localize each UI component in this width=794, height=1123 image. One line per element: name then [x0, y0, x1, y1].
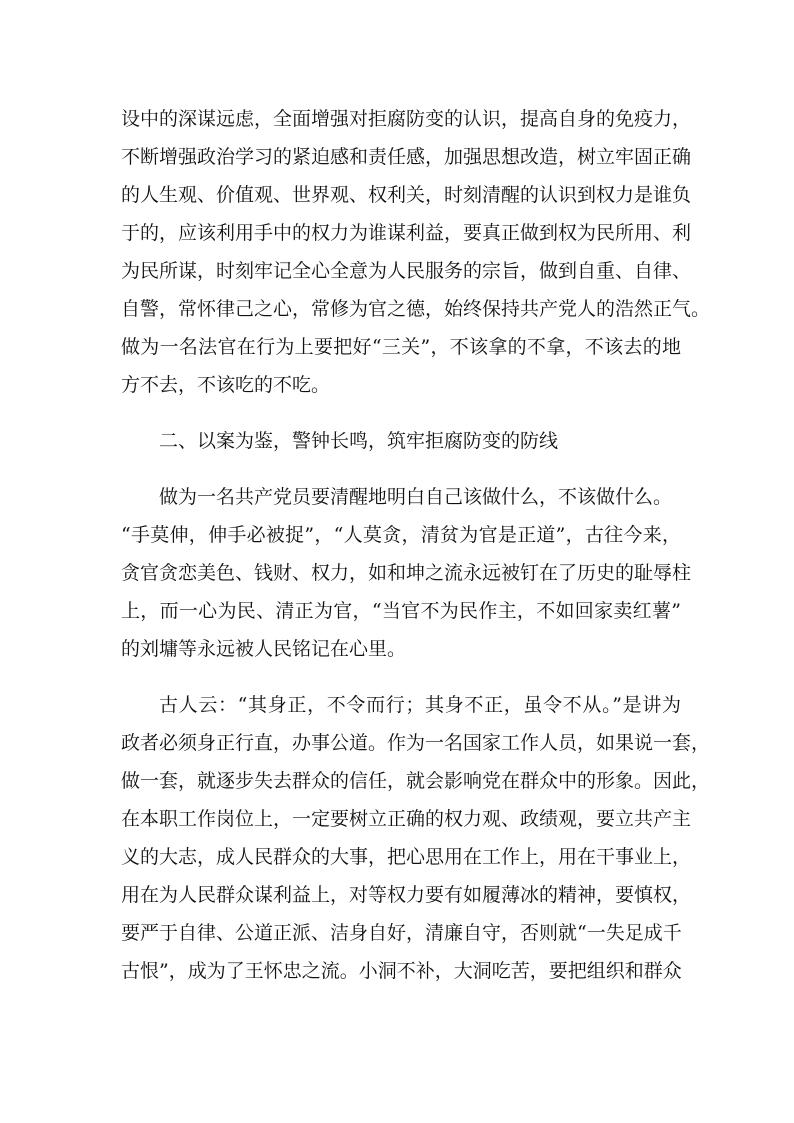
text-line: 用在为人民群众谋利益上，对等权力要有如履薄冰的精神，要慎权， [121, 884, 692, 906]
text-line: 的人生观、价值观、世界观、权利关，时刻清醒的认识到权力是谁负 [121, 184, 692, 206]
paragraph [121, 686, 711, 990]
text-line: 做为一名法官在行为上要把好“三关”，不该拿的不拿，不该去的地 [121, 336, 681, 358]
text-line: 贪官贪恋美色、钱财、权力，如和坤之流永远被钉在了历史的耻辱柱 [121, 562, 692, 584]
document-body [121, 100, 711, 990]
text-line: 设中的深谋远虑，全面增强对拒腐防变的认识，提高自身的免疫力， [121, 108, 692, 130]
text-line: 的刘墉等永远被人民铭记在心里。 [121, 638, 407, 660]
text-line: 上，而一心为民、清正为官，“当官不为民作主，不如回家卖红薯” [121, 600, 681, 622]
section-heading [121, 422, 681, 460]
text-line: 方不去，不该吃的不吃。 [121, 374, 331, 396]
text-line: 做为一名共产党员要清醒地明白自己该做什么，不该做什么。 [159, 486, 673, 508]
text-line: 自警，常怀律己之心，常修为官之德，始终保持共产党人的浩然正气。 [121, 298, 711, 320]
text-line: 古恨”，成为了王怀忠之流。小洞不补，大洞吃苦，要把组织和群众 [121, 960, 682, 982]
text-line: 义的大志，成人民群众的大事，把心思用在工作上，用在干事业上， [121, 846, 692, 868]
text-line: 古人云：“其身正，不令而行；其身不正，虽令不从。”是讲为 [159, 694, 681, 716]
paragraph [121, 478, 692, 668]
text-line: 在本职工作岗位上，一定要树立正确的权力观、政绩观，要立共产主 [121, 808, 692, 830]
text-line: 于的，应该利用手中的权力为谁谋利益，要真正做到权为民所用、利 [121, 222, 692, 244]
text-line: “手莫伸，伸手必被捉”，“人莫贪，清贫为官是正道”，古往今来， [121, 524, 681, 546]
text-line: 要严于自律、公道正派、洁身自好，清廉自守，否则就“一失足成千 [121, 922, 682, 944]
text-line: 为民所谋，时刻牢记全心全意为人民服务的宗旨，做到自重、自律、 [121, 260, 692, 282]
text-line: 不断增强政治学习的紧迫感和责任感，加强思想改造，树立牢固正确 [121, 146, 692, 168]
text-line: 做一套，就逐步失去群众的信任，就会影响党在群众中的形象。因此， [121, 770, 711, 792]
text-line: 政者必须身正行直，办事公道。作为一名国家工作人员，如果说一套， [121, 732, 711, 754]
paragraph [121, 100, 711, 404]
heading-line: 二、以案为鉴，警钟长鸣，筑牢拒腐防变的防线 [159, 430, 559, 452]
